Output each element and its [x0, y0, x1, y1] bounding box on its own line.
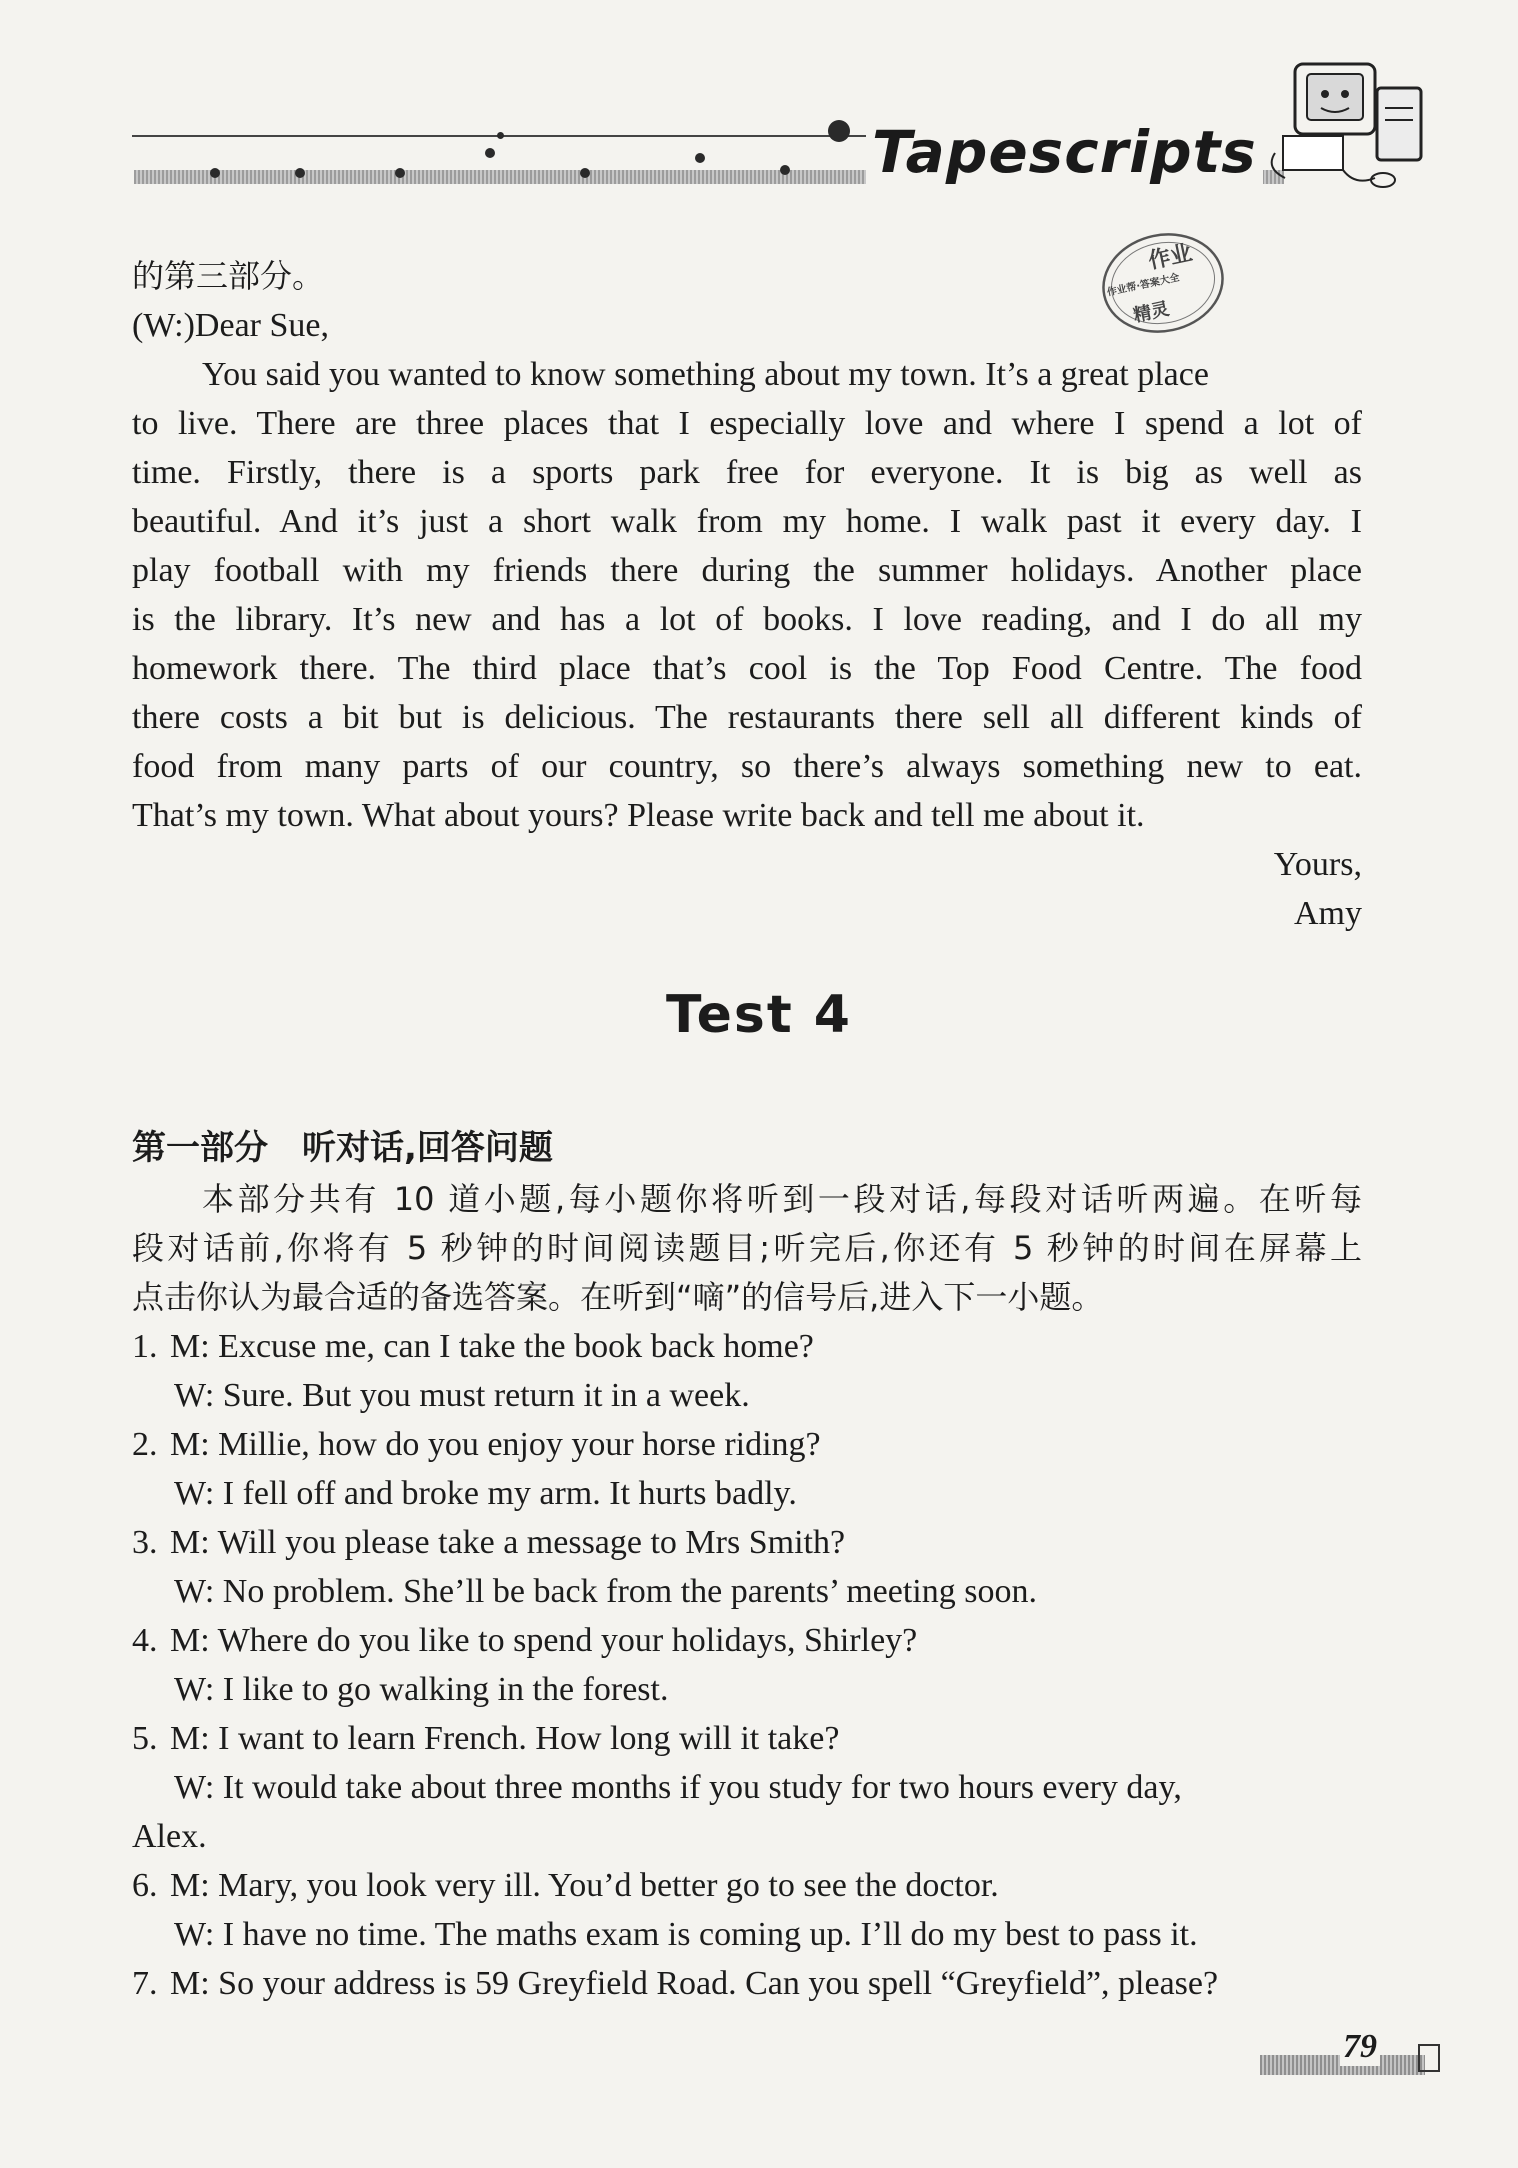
man-line: M: Will you please take a message to Mrs Smith? — [170, 1524, 846, 1561]
dialogue-item — [132, 1322, 1362, 1420]
page-corner-mark — [1418, 2044, 1440, 2072]
header-dot — [395, 168, 405, 178]
header-dot — [780, 165, 790, 175]
letter-closing: Yours, — [1273, 846, 1362, 883]
letter-line: beautiful. And it’s just a short walk from my home. I walk past it every day. I — [132, 503, 1362, 540]
letter — [132, 252, 1362, 938]
letter-signature: Amy — [1294, 895, 1362, 932]
letter-line: You said you wanted to know something about my town. It’s a great place — [202, 356, 1209, 393]
lead-in: 的第三部分。 — [132, 257, 325, 295]
header-dot — [485, 148, 495, 158]
item-number: 5. — [132, 1720, 158, 1757]
man-line: M: Excuse me, can I take the book back home? — [170, 1328, 814, 1365]
instructions — [132, 1175, 1362, 1322]
woman-line: W: I fell off and broke my arm. It hurts badly. — [174, 1475, 797, 1512]
letter-line: That’s my town. What about yours? Please write back and tell me about it. — [132, 797, 1145, 834]
page-header — [0, 0, 1518, 200]
stamp-text-bottom: 精灵 — [1131, 298, 1172, 327]
dialogue-item — [132, 1714, 1362, 1861]
letter-line: is the library. It’s new and has a lot of books. I love reading, and I do all my — [132, 601, 1362, 638]
man-line: M: So your address is 59 Greyfield Road. Can you spell “Greyfield”, please? — [170, 1965, 1219, 2002]
header-dot — [210, 168, 220, 178]
header-dot — [295, 168, 305, 178]
page-number: 79 — [1340, 2028, 1380, 2066]
man-line: M: Where do you like to spend your holidays, Shirley? — [170, 1622, 918, 1659]
woman-line: W: I like to go walking in the forest. — [174, 1671, 669, 1708]
woman-line: W: Sure. But you must return it in a week. — [174, 1377, 750, 1414]
instruction-line: 段对话前,你将有 5 秒钟的时间阅读题目;听完后,你还有 5 秒钟的时间在屏幕上 — [132, 1229, 1362, 1267]
dialogue-item — [132, 1861, 1362, 1959]
dialogue-item — [132, 1420, 1362, 1518]
stamp-text-middle: 作业帮·答案大全 — [1106, 272, 1181, 299]
item-number: 2. — [132, 1426, 158, 1463]
computer-mascot-icon — [1255, 58, 1435, 193]
salutation: (W:)Dear Sue, — [132, 307, 329, 344]
item-number: 6. — [132, 1867, 158, 1904]
header-dot — [828, 120, 850, 142]
woman-line-continued: Alex. — [132, 1818, 207, 1855]
man-line: M: Mary, you look very ill. You’d better go to see the doctor. — [170, 1867, 999, 1904]
letter-line: homework there. The third place that’s cool is the Top Food Centre. The food — [132, 650, 1362, 687]
item-number: 1. — [132, 1328, 158, 1365]
stamp-text-top: 作业 — [1146, 240, 1195, 275]
dialogue-item — [132, 1959, 1362, 2008]
woman-line: W: No problem. She’ll be back from the parents’ meeting soon. — [174, 1573, 1037, 1610]
section-title: Tapescripts — [866, 118, 1263, 186]
item-number: 4. — [132, 1622, 158, 1659]
instruction-line: 点击你认为最合适的备选答案。在听到“嘀”的信号后,进入下一小题。 — [132, 1278, 1104, 1316]
letter-line: to live. There are three places that I especially love and where I spend a lot of — [132, 405, 1362, 442]
item-number: 3. — [132, 1524, 158, 1561]
dialogue-item — [132, 1616, 1362, 1714]
header-dot — [695, 153, 705, 163]
item-number: 7. — [132, 1965, 158, 2002]
header-dot — [497, 132, 504, 139]
test-title: Test 4 — [666, 985, 852, 1045]
letter-line: there costs a bit but is delicious. The restaurants there sell all different kinds of — [132, 699, 1362, 736]
letter-line: time. Firstly, there is a sports park free for everyone. It is big as well as — [132, 454, 1362, 491]
woman-line: W: I have no time. The maths exam is coming up. I’ll do my best to pass it. — [174, 1916, 1198, 1953]
letter-line: food from many parts of our country, so there’s always something new to eat. — [132, 748, 1362, 785]
instruction-line: 本部分共有 10 道小题,每小题你将听到一段对话,每段对话听两遍。在听每 — [202, 1180, 1362, 1218]
header-dot — [580, 168, 590, 178]
dialogue-item — [132, 1518, 1362, 1616]
man-line: M: I want to learn French. How long will it take? — [170, 1720, 840, 1757]
woman-line: W: It would take about three months if you study for two hours every day, — [174, 1769, 1182, 1806]
letter-line: play football with my friends there during the summer holidays. Another place — [132, 552, 1362, 589]
dialogue-list — [132, 1322, 1362, 2008]
man-line: M: Millie, how do you enjoy your horse riding? — [170, 1426, 821, 1463]
letter-body — [132, 350, 1362, 840]
section-heading: 第一部分 听对话,回答问题 — [132, 1128, 553, 1168]
